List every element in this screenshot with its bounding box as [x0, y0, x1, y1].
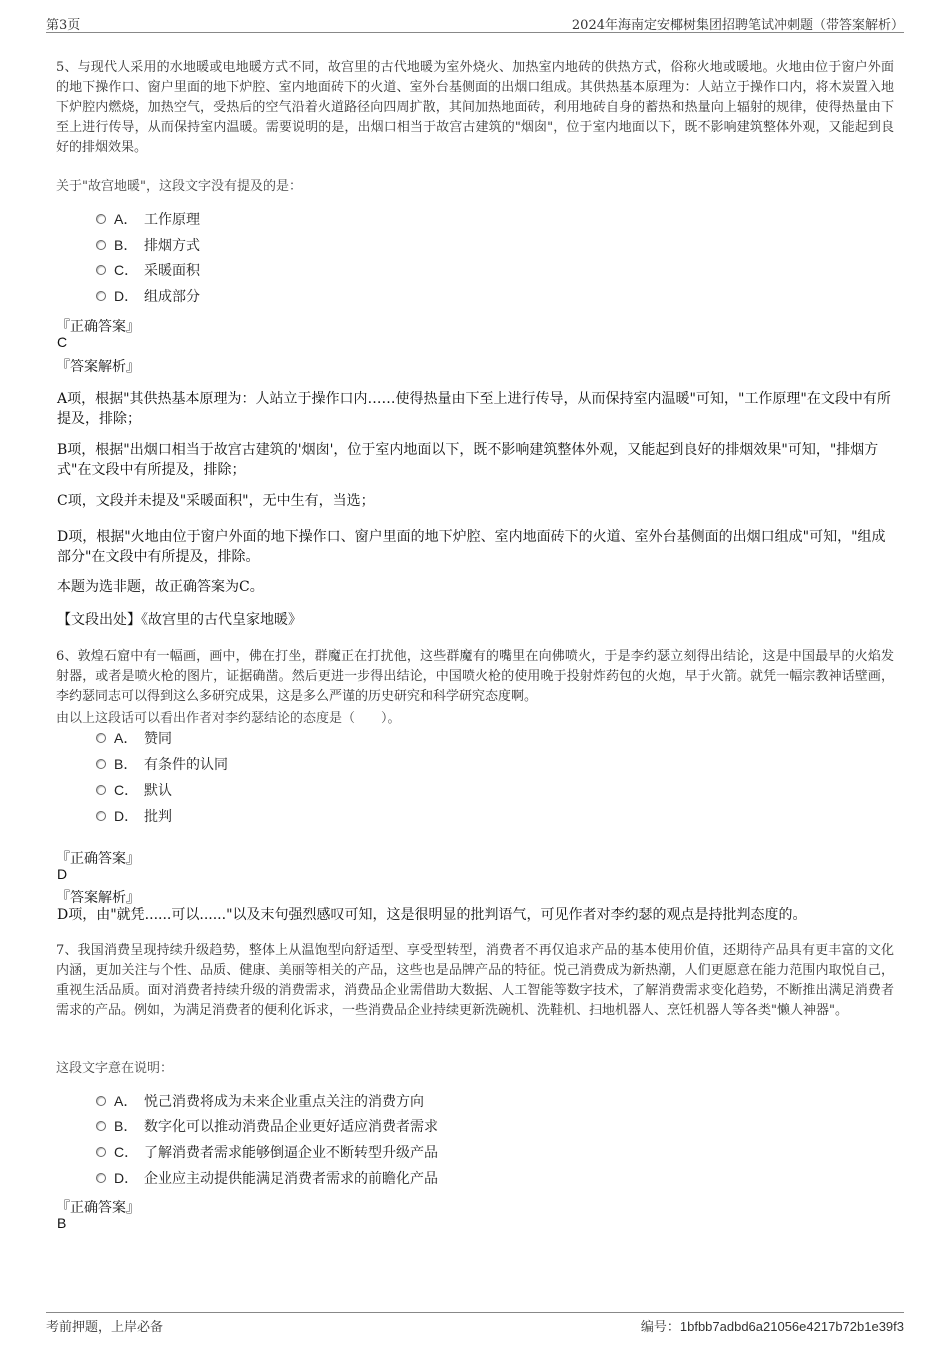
q5-analysis-a: A项，根据"其供热基本原理为：人站立于操作口内……使得热量由下至上进行传导，从而保持室内温暖"可知，"工作原理"在文段中有所提及，排除；: [57, 391, 891, 427]
q5-option-c[interactable]: C． 采暖面积: [96, 259, 200, 281]
q7-option-b[interactable]: B． 数字化可以推动消费品企业更好适应消费者需求: [96, 1115, 438, 1137]
q5-option-d[interactable]: D． 组成部分: [96, 285, 200, 307]
q5-question: 关于"故宫地暖"，这段文字没有提及的是：: [56, 179, 302, 194]
q7-option-d[interactable]: D． 企业应主动提供能满足消费者需求的前瞻化产品: [96, 1167, 438, 1189]
radio-icon[interactable]: [96, 785, 106, 795]
q6-option-a[interactable]: A． 赞同: [96, 727, 172, 749]
code-value: 1bfbb7adbd6a21056e4217b72b1e39f3: [679, 1319, 904, 1334]
q6-analysis: D项，由"就凭......可以......"以及末句强烈感叹可知，这是很明显的批判语气，可见作者对李约瑟的观点是持批判态度的。: [57, 907, 807, 923]
q6-analysis-label: 『答案解析』: [56, 890, 140, 906]
q5-passage: 5、与现代人采用的水地暖或电地暖方式不同，故宫里的古代地暖为室外烧火、加热室内地砖的供热方式，俗称火地或暖地。火地由位于窗户外面的地下操作口、窗户里面的地下炉腔、室内地面砖下的火道、室外台基侧面的出烟口组成。其供热基本原理为：人站立于操作口内，将木炭置入地下炉腔内燃烧，加热空气，受热后的空气沿着火道路径向四周扩散，其间加热地面砖，利用地砖自身的蓄热和热量向上辐射的规律，使得热量由下至上进行传导，从而保持室内温暖。需要说明的是，出烟口相当于故宫古建筑的"烟囱"，位于室内地面以下，既不影响建筑整体外观，又能起到良好的排烟效果。: [56, 60, 894, 155]
footer-slogan: 考前押题，上岸必备: [46, 1320, 164, 1335]
q7-answer: B: [57, 1215, 67, 1231]
q5-option-a[interactable]: A． 工作原理: [96, 208, 200, 230]
q5-analysis-d: D项，根据"火地由位于窗户外面的地下操作口、窗户里面的地下炉腔、室内地面砖下的火道、室外台基侧面的出烟口组成"可知，"组成部分"在文段中有所提及，排除。: [57, 529, 886, 565]
q7-option-c[interactable]: C． 了解消费者需求能够倒逼企业不断转型升级产品: [96, 1141, 438, 1163]
q5-option-b[interactable]: B． 排烟方式: [96, 234, 200, 256]
q7-passage: 7、我国消费呈现持续升级趋势，整体上从温饱型向舒适型、享受型转型，消费者不再仅追求产品的基本使用价值，还期待产品具有更丰富的文化内涵，更加关注与个性、品质、健康、美丽等相关的产品，这些也是品牌产品的特征。悦己消费成为新热潮，人们更愿意在能力范围内取悦自己，重视生活品质。面对消费者持续升级的消费需求，消费品企业需借助大数据、人工智能等数字技术，了解消费需求变化趋势，不断推出满足消费者需求的产品。例如，为满足消费者的便利化诉求，一些消费品企业持续更新洗碗机、洗鞋机、扫地机器人、烹饪机器人等各类"懒人神器"。: [56, 943, 894, 1018]
radio-icon[interactable]: [96, 214, 106, 224]
q7-option-a[interactable]: A． 悦己消费将成为未来企业重点关注的消费方向: [96, 1090, 424, 1112]
q5-analysis-label: 『答案解析』: [56, 359, 140, 375]
page-number: 第3页: [46, 18, 81, 33]
code-label: 编号：: [640, 1320, 680, 1335]
q6-option-d[interactable]: D． 批判: [96, 805, 172, 827]
q6-option-b[interactable]: B． 有条件的认同: [96, 753, 228, 775]
q5-source: 【文段出处】《故宫里的古代皇家地暖》: [57, 612, 302, 628]
radio-icon[interactable]: [96, 1173, 106, 1183]
radio-icon[interactable]: [96, 265, 106, 275]
radio-icon[interactable]: [96, 291, 106, 301]
document-title: 2024年海南定安椰树集团招聘笔试冲刺题（带答案解析）: [571, 18, 904, 33]
document-code: [641, 1316, 904, 1335]
q5-answer: C: [57, 334, 68, 350]
q5-answer-label: 『正确答案』: [56, 319, 140, 335]
q6-answer: D: [57, 866, 68, 882]
q6-option-c[interactable]: C． 默认: [96, 779, 172, 801]
radio-icon[interactable]: [96, 1147, 106, 1157]
q6-question: 由以上这段话可以看出作者对李约瑟结论的态度是（ ）。: [56, 711, 401, 726]
q5-conclusion: 本题为选非题，故正确答案为C。: [57, 579, 264, 595]
radio-icon[interactable]: [96, 733, 106, 743]
page-footer: [46, 1312, 904, 1335]
radio-icon[interactable]: [96, 1096, 106, 1106]
radio-icon[interactable]: [96, 759, 106, 769]
radio-icon[interactable]: [96, 1121, 106, 1131]
q7-question: 这段文字意在说明：: [56, 1061, 174, 1076]
q5-analysis-b: B项，根据"出烟口相当于故宫古建筑的'烟囱'，位于室内地面以下，既不影响建筑整体外观，又能起到良好的排烟效果"可知，"排烟方式"在文段中有所提及，排除；: [57, 442, 879, 478]
q6-answer-label: 『正确答案』: [56, 851, 140, 867]
q5-analysis-c: C项，文段并未提及"采暖面积"，无中生有，当选；: [57, 493, 375, 509]
page-header: [46, 14, 904, 33]
radio-icon[interactable]: [96, 811, 106, 821]
radio-icon[interactable]: [96, 240, 106, 250]
q7-answer-label: 『正确答案』: [56, 1200, 140, 1216]
q6-passage: 6、敦煌石窟中有一幅画，画中，佛在打坐，群魔正在打扰他，这些群魔有的嘴里在向佛喷火，于是李约瑟立刻得出结论，这是中国最早的火焰发射器，或者是喷火枪的图片，证据确凿。然后更进一步得出结论，中国喷火枪的使用晚于投射炸药包的火炮，早于火箭。就凭一幅宗教神话壁画，李约瑟同志可以得到这么多研究成果，这是多么严谨的历史研究和科学研究态度啊。: [56, 649, 894, 704]
